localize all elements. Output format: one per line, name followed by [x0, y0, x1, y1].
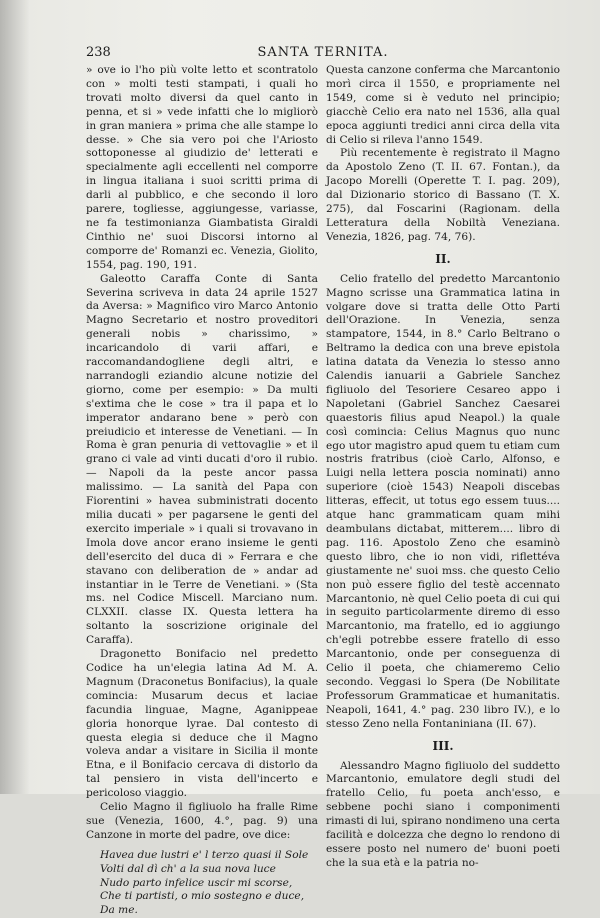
- running-title: SANTA TERNITA.: [257, 45, 389, 60]
- verse-line: Havea due lustri e' l terzo quasi il Sole: [100, 848, 309, 861]
- left-column: [86, 64, 318, 918]
- paragraph: Dragonetto Bonifacio nel predetto Codice ha un'elegia latina Ad M. A. Magnum (Draconetus Bonifacius), la quale comincia: Musarum decus et laciae facundia linguae, Magne, Aganippeae gloria honorque lyrae. Dal contesto di questa elegia si deduce che il Magno voleva andar a visitare in Sicilia il monte Etna, e il Bonifacio cercava di distorlo da tal pensiero in vista dell'incerto e pericoloso viaggio.: [86, 648, 318, 800]
- right-column: [326, 64, 560, 871]
- section-heading: II.: [435, 251, 451, 266]
- paragraph: Galeotto Caraffa Conte di Santa Severina scriveva in data 24 aprile 1527 da Aversa: » Magnifico viro Marco Antonio Magno Secretario et nostro proveditori generali nobis » charissimo, » incaricandolo di varii affari, e raccomandandogliene degli altri, e narrandogli eziandio alcune notizie del giorno, come per esempio: » Da multi s'extima che le cose » tra il papa et lo imperator andarano bene » però con preiudicio et interesse de Venetiani. — In Roma è gran penuria di vettovaglie » et il grano ci vale ad vinti ducati d'oro il rubio. — Napoli da la peste ancor passa malissimo. — La sanità del Papa con Fiorentini » havea subministrati docento milia ducati » per pagarsene le genti del exercito imperiale » i quali si trovavano in Imola dove ancor erano insieme le genti dell'esercito del duca di » Ferrara e che stavano con deliberation de » andar ad instantiar in le Terre de Venetiani. » (Sta ms. nel Codice Miscell. Marciano num. CLXXII. classe IX. Questa lettera ha soltanto la soscrizione originale del Caraffa).: [86, 272, 318, 647]
- section-heading: III.: [432, 738, 454, 753]
- paragraph: Celio fratello del predetto Marcantonio Magno scrisse una Grammatica latina in volgare dove si tratta delle Otto Parti dell'Orazione. In Venezia, senza stampatore, 1544, in 8.° Carlo Beltrano o Beltramo la dedica con una breve epistola latina datata da Venezia lo stesso anno Calendis ianuarii a Gabriele Sanchez figliuolo del Tesoriere Cesareo appo i Napoletani (Gabriel Sanchez Caesarei quaestoris filius apud Neapol.) la quale così comincia: Celius Magnus quo nunc ego utor magistro apud quem tu etiam cum nostris fratribus (cioè Carlo, Alfonso, e Luigi nella lettera poscia nominati) anno superiore (cioè 1543) Neapoli discebas litteras, effecit, ut totus ego essem tuus.... atque hanc grammaticam quam mihi deambulans dictabat, mitterem.... libro di pag. 116. Apostolo Zeno che esaminò questo libro, che io non vidi, riflettéva giustamente ne' suoi mss. che questo Celio non può essere figlio del testè accennato Marcantonio, nè quel Celio poeta di cui qui in seguito particolarmente diremo di esso Marcantonio, ma fratello, ed io aggiungo ch'egli potrebbe essere fratello di esso Marcantonio, onde per conseguenza di Celio il poeta, che chiameremo Celio secondo. Veggasi lo Spera (De Nobilitate Professorum Grammaticae et humanitatis. Neapoli, 1641, 4.° pag. 230 libro IV.), e lo stesso Zeno nella Fontaniniana (II. 67).: [326, 272, 560, 730]
- paragraph: Questa canzone conferma che Marcantonio morì circa il 1550, e propriamente nel 1549, come si è veduto nel principio; giacchè Celio era nato nel 1536, alla qual epoca aggiunti tredici anni circa della vita di Celio si rileva l'anno 1549.: [326, 64, 560, 146]
- verse-line: Nudo parto infelice uscir mi scorse,: [100, 876, 293, 889]
- verse-line: Da me.: [100, 904, 138, 917]
- verse-line: Volti dal dì ch' a la sua nova luce: [100, 862, 276, 875]
- verse-line: Che ti partisti, o mio sostegno e duce,: [100, 890, 305, 903]
- page-number: 238: [86, 45, 111, 60]
- paragraph: » ove io l'ho più volte letto et scontratolo con » molti testi stampati, i quali ho trovati molto diversi da quel canto in penna, et si » vede infatti che lo migliorò in gran maniera » prima che alle stampe lo desse. » Che sia vero poi che l'Ariosto sottoponesse al giudizio de' letterati e specialmente agli eccellenti nel comporre in lingua italiana i suoi scritti prima di darli al pubblico, e che secondo il loro parere, togliesse, aggiungesse, variasse, ne fa testimonianza Giambatista Giraldi Cinthio ne' suoi Discorsi intorno al comporre de' Romanzi ec. Venezia, Giolito, 1554, pag. 190, 191.: [86, 64, 318, 271]
- page-gutter-shadow: [0, 0, 30, 794]
- verse-quote: [100, 849, 318, 918]
- running-header: [86, 45, 560, 63]
- paragraph: Più recentemente è registrato il Magno da Apostolo Zeno (T. II. 67. Fontan.), da Jacopo Morelli (Operette T. I. pag. 209), dal Dizionario storico di Bassano (T. X. 275), dal Foscarini (Ragionam. della Letteratura della Nobiltà Veneziana. Venezia, 1826, pag. 74, 76).: [326, 147, 560, 243]
- paragraph: Alessandro Magno figliuolo del suddetto Marcantonio, emulatore degli studi del fratello Celio, fu poeta anch'esso, e sebbene pochi siano i componimenti rimasti di lui, spirano nondimeno una certa facilità e dolcezza che degno lo rendono di essere posto nel numero de' buoni poeti che la sua età e la patria no-: [326, 759, 560, 869]
- paragraph: Celio Magno il figliuolo ha fralle Rime sue (Venezia, 1600, 4.°, pag. 9) una Canzone in morte del padre, ove dice:: [86, 801, 318, 841]
